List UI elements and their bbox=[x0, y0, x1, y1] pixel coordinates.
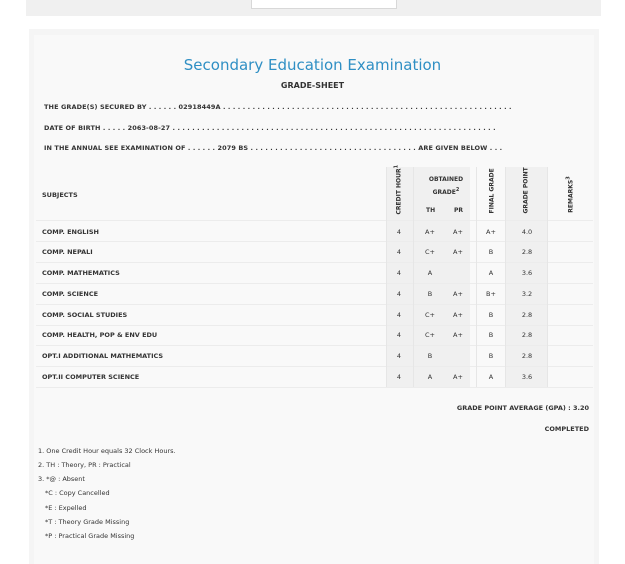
grade-point-cell: 2.8 bbox=[521, 331, 533, 339]
pr-grade-cell: A+ bbox=[453, 228, 463, 236]
final-grade-header: FINAL GRADE bbox=[488, 168, 496, 214]
column-divider bbox=[386, 167, 387, 387]
note-credit-hour: 1. One Credit Hour equals 32 Clock Hours. bbox=[38, 447, 176, 455]
obtained-grade-header: OBTAINED GRADE$^2$ bbox=[428, 176, 464, 196]
credit-hour-cell: 4 bbox=[396, 311, 402, 319]
note-absent: 3. *@ : Absent bbox=[38, 475, 85, 483]
grade-point-cell: 3.6 bbox=[521, 373, 533, 381]
row-divider bbox=[36, 262, 593, 263]
pr-grade-cell: A+ bbox=[453, 311, 463, 319]
student-symbol-line: THE GRADE(S) SECURED BY . . . . . . 02918449A . . . . . . . . . . . . . . . . . . . . . . . . . . . . . . . . . . . . . . . . . . . . . . . . . . . . . . . . . . . bbox=[44, 103, 512, 111]
exam-year-line: IN THE ANNUAL SEE EXAMINATION OF . . . . . . 2079 BS . . . . . . . . . . . . . . . . . . . . . . . . . . . . . . . . . . ARE GIVEN BELOW . . . bbox=[44, 144, 503, 152]
final-grade-cell: B bbox=[488, 311, 494, 319]
final-grade-cell: B bbox=[488, 331, 494, 339]
grade-point-cell: 3.6 bbox=[521, 269, 533, 277]
grade-point-cell: 2.8 bbox=[521, 248, 533, 256]
date-of-birth-line: DATE OF BIRTH . . . . . 2063-08-27 . . . . . . . . . . . . . . . . . . . . . . . . . . . . . . . . . . . . . . . . . . . . . . . . . . . . . . . . . . . . . . . . . . bbox=[44, 124, 496, 132]
table-bottom-line bbox=[36, 387, 593, 388]
credit-hour-cell: 4 bbox=[396, 373, 402, 381]
subject-name: COMP. ENGLISH bbox=[42, 228, 99, 236]
grade-point-header: GRADE POINT bbox=[522, 167, 530, 214]
note-practical-missing: *P : Practical Grade Missing bbox=[45, 532, 135, 540]
column-divider bbox=[547, 167, 548, 387]
grade-sheet-subtitle: GRADE-SHEET bbox=[280, 81, 345, 90]
credit-hour-cell: 4 bbox=[396, 290, 402, 298]
pr-grade-cell: A+ bbox=[453, 248, 463, 256]
credit-hour-cell: 4 bbox=[396, 352, 402, 360]
final-grade-cell: B+ bbox=[486, 290, 496, 298]
th-grade-cell: A bbox=[427, 269, 433, 277]
note-th-pr: 2. TH : Theory, PR : Practical bbox=[38, 461, 131, 469]
top-tab bbox=[251, 0, 397, 9]
note-expelled: *E : Expelled bbox=[45, 504, 87, 512]
pr-grade-cell: A+ bbox=[453, 290, 463, 298]
row-divider bbox=[36, 241, 593, 242]
pr-grade-cell: A+ bbox=[453, 373, 463, 381]
subject-name: OPT.I ADDITIONAL MATHEMATICS bbox=[42, 352, 164, 360]
th-header: TH bbox=[426, 207, 436, 214]
row-divider bbox=[36, 304, 593, 305]
note-theory-missing: *T : Theory Grade Missing bbox=[45, 518, 130, 526]
column-divider bbox=[505, 167, 506, 387]
grade-point-cell: 2.8 bbox=[521, 352, 533, 360]
th-grade-cell: B bbox=[427, 290, 433, 298]
th-grade-cell: C+ bbox=[425, 248, 435, 256]
pr-header: PR bbox=[454, 207, 464, 214]
th-grade-cell: A bbox=[427, 373, 433, 381]
final-grade-cell: B bbox=[488, 352, 494, 360]
grade-point-cell: 2.8 bbox=[521, 311, 533, 319]
subject-name: COMP. SOCIAL STUDIES bbox=[42, 311, 128, 319]
th-grade-cell: B bbox=[427, 352, 433, 360]
th-grade-cell: C+ bbox=[425, 331, 435, 339]
final-grade-cell: A bbox=[488, 269, 494, 277]
row-divider bbox=[36, 325, 593, 326]
subject-name: COMP. MATHEMATICS bbox=[42, 269, 120, 277]
column-divider bbox=[476, 167, 477, 387]
completion-status: COMPLETED bbox=[544, 425, 589, 433]
final-grade-cell: B bbox=[488, 248, 494, 256]
exam-title: Secondary Education Examination bbox=[183, 56, 442, 74]
pr-grade-cell: A+ bbox=[453, 331, 463, 339]
row-divider bbox=[36, 283, 593, 284]
subject-name: COMP. HEALTH, POP & ENV EDU bbox=[42, 331, 158, 339]
credit-hour-cell: 4 bbox=[396, 331, 402, 339]
gpa-summary: GRADE POINT AVERAGE (GPA) : 3.20 bbox=[456, 404, 589, 412]
subjects-header: SUBJECTS bbox=[42, 191, 78, 199]
final-grade-cell: A bbox=[488, 373, 494, 381]
credit-hour-cell: 4 bbox=[396, 228, 402, 236]
credit-hour-cell: 4 bbox=[396, 248, 402, 256]
subject-name: OPT.II COMPUTER SCIENCE bbox=[42, 373, 140, 381]
row-divider bbox=[36, 366, 593, 367]
header-divider bbox=[36, 220, 593, 221]
th-grade-cell: A+ bbox=[425, 228, 435, 236]
subject-name: COMP. SCIENCE bbox=[42, 290, 99, 298]
grade-point-cell: 3.2 bbox=[521, 290, 533, 298]
final-grade-cell: A+ bbox=[486, 228, 496, 236]
subject-name: COMP. NEPALI bbox=[42, 248, 93, 256]
row-divider bbox=[36, 345, 593, 346]
remarks-header: REMARKS$^3$ bbox=[565, 176, 575, 213]
th-grade-cell: C+ bbox=[425, 311, 435, 319]
grade-point-cell: 4.0 bbox=[521, 228, 533, 236]
column-divider bbox=[413, 167, 414, 387]
note-copy-cancelled: *C : Copy Cancelled bbox=[45, 489, 110, 497]
credit-hour-header: CREDIT HOUR$^1$ bbox=[393, 164, 403, 215]
credit-hour-cell: 4 bbox=[396, 269, 402, 277]
